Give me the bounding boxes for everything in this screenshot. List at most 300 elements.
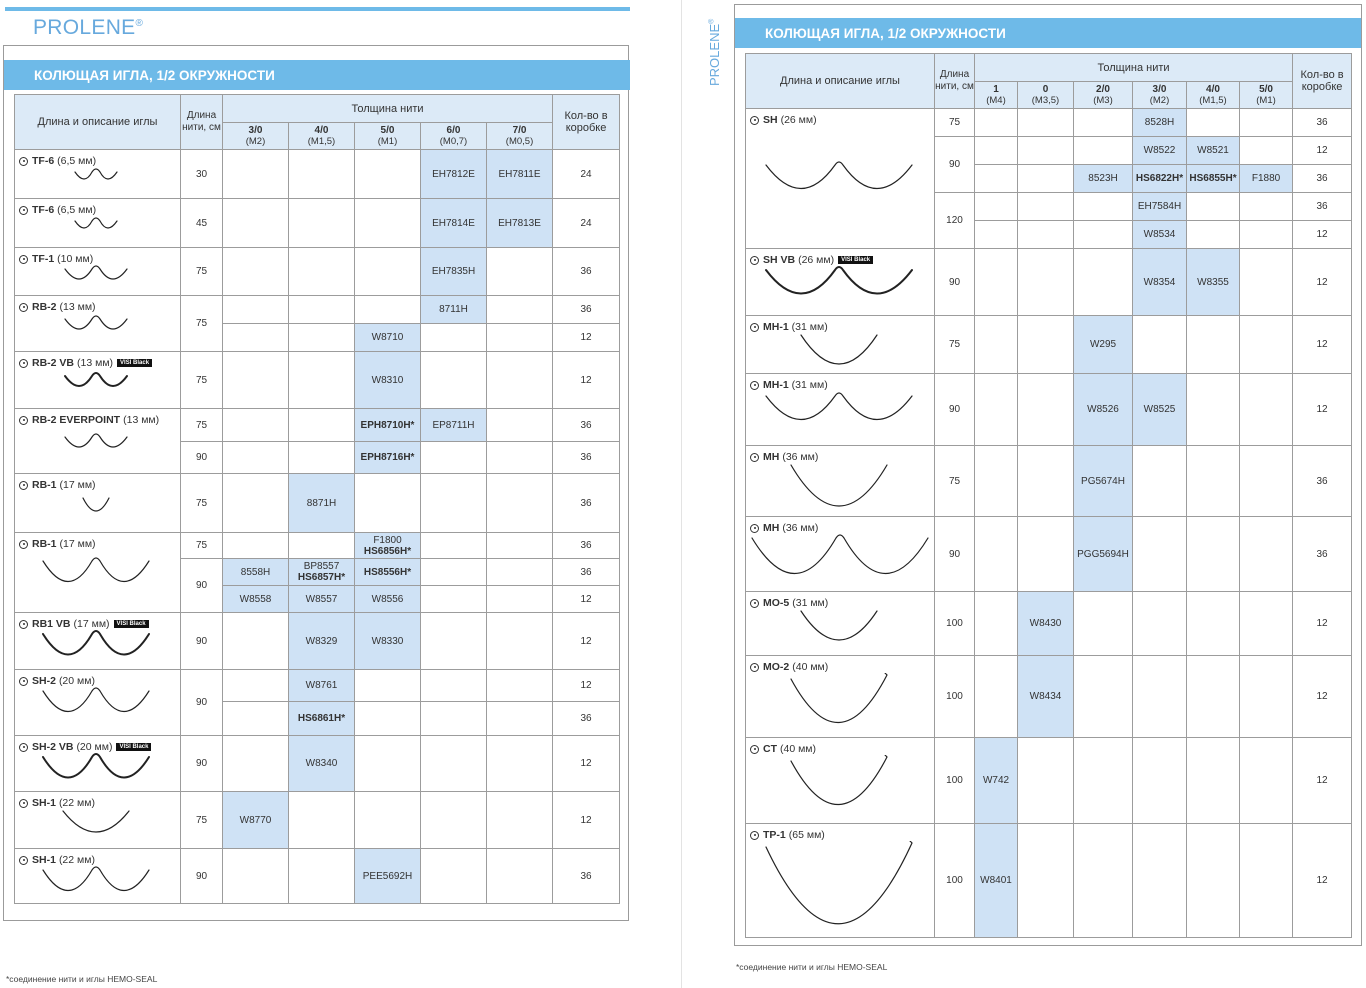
product-code-cell: [289, 199, 355, 248]
needle-description: [746, 656, 935, 738]
product-code-cell: [487, 409, 553, 442]
needle-size: (17 мм): [59, 538, 96, 550]
needle-size: (22 мм): [58, 797, 95, 809]
quantity-cell: 36: [1293, 193, 1352, 221]
quantity-cell: 12: [553, 324, 620, 352]
product-code-cell: [487, 792, 553, 849]
needle-size: (40 мм): [792, 661, 829, 673]
needle-description: [746, 374, 935, 446]
product-code-cell: [421, 613, 487, 670]
product-code-cell: EH7814E: [421, 199, 487, 248]
product-code-cell: [1074, 592, 1133, 656]
product-code-cell: [1074, 824, 1133, 938]
needle-code: MO-5: [763, 597, 790, 609]
brand-logo: PROLENE®: [33, 16, 144, 39]
needle-drawing: [764, 392, 918, 436]
product-code-cell: [487, 248, 553, 296]
product-code-cell: [1018, 446, 1074, 517]
product-code-cell: [1187, 738, 1240, 824]
product-code-cell: W742: [975, 738, 1018, 824]
product-code-cell: [487, 442, 553, 474]
footnote-right: *соединение нити и иглы HEMO-SEAL: [736, 962, 888, 972]
product-code-cell: [1240, 109, 1293, 137]
needle-size: (13 мм): [123, 414, 160, 426]
table-row: [746, 738, 1352, 824]
needle-size: (22 мм): [58, 854, 95, 866]
quantity-cell: 12: [1293, 221, 1352, 249]
product-code-cell: EH7584H: [1133, 193, 1187, 221]
thread-length-cell: 90: [935, 249, 975, 316]
product-code-cell: [975, 592, 1018, 656]
product-code-cell: W8355: [1187, 249, 1240, 316]
table-row: [746, 517, 1352, 592]
product-code-cell: [975, 656, 1018, 738]
table-row: [15, 409, 620, 442]
product-code-cell: [1133, 517, 1187, 592]
needle-point-icon: [750, 453, 759, 462]
gauge-header: 1 (М4): [975, 82, 1018, 109]
product-code-cell: [421, 474, 487, 533]
thread-length-cell: 90: [935, 374, 975, 446]
thread-length-cell: 100: [935, 824, 975, 938]
needle-description: [15, 792, 181, 849]
gauge-header: 0 (М3,5): [1018, 82, 1074, 109]
product-code-cell: [289, 792, 355, 849]
product-code-cell: [223, 670, 289, 702]
visi-black-badge: VISI Black: [116, 743, 151, 751]
needle-point-icon: [19, 856, 28, 865]
product-code-cell: [421, 792, 487, 849]
quantity-cell: 24: [553, 150, 620, 199]
thread-length-cell: 90: [181, 613, 223, 670]
thread-length-cell: 90: [181, 559, 223, 613]
product-code-cell: [289, 409, 355, 442]
product-code-cell: [421, 559, 487, 586]
product-code-cell: EPH8716H*: [355, 442, 421, 474]
needle-drawing: [799, 609, 883, 649]
table-row: [746, 592, 1352, 656]
product-code-cell: HS6822H*: [1133, 165, 1187, 193]
quantity-cell: 36: [553, 533, 620, 559]
needle-code: TF-1: [32, 253, 55, 265]
product-code-cell: [975, 193, 1018, 221]
footnote-left: *соединение нити и иглы HEMO-SEAL: [6, 974, 158, 984]
product-code-cell: W8534: [1133, 221, 1187, 249]
needle-drawing: [41, 557, 155, 597]
needle-code: RB-2: [32, 301, 57, 313]
thread-length-cell: 90: [935, 137, 975, 193]
page-separator: [681, 0, 682, 988]
quantity-cell: 36: [553, 442, 620, 474]
needle-description: [15, 199, 181, 248]
quantity-cell: 36: [1293, 165, 1352, 193]
quantity-cell: 12: [1293, 592, 1352, 656]
thread-length-cell: 75: [935, 446, 975, 517]
needle-code: MH-1: [763, 321, 789, 333]
table-row: [15, 736, 620, 792]
product-code-cell: [1018, 109, 1074, 137]
product-code-cell: [1187, 824, 1240, 938]
needle-description: [15, 736, 181, 792]
needle-code: MH-1: [763, 379, 789, 391]
needle-description: [15, 533, 181, 613]
product-code-cell: W8354: [1133, 249, 1187, 316]
product-code-cell: [223, 702, 289, 736]
product-code-cell: W8434: [1018, 656, 1074, 738]
product-code-cell: [1240, 193, 1293, 221]
needle-size: (13 мм): [59, 301, 96, 313]
product-code-cell: W8310: [355, 352, 421, 409]
table-row: [746, 374, 1352, 446]
needle-point-icon: [19, 255, 28, 264]
product-code-cell: [289, 442, 355, 474]
product-code-cell: W8525: [1133, 374, 1187, 446]
product-code-cell: [421, 352, 487, 409]
product-code-cell: [487, 474, 553, 533]
table-row: [15, 199, 620, 248]
product-code-cell: W8557: [289, 586, 355, 613]
needle-point-icon: [19, 677, 28, 686]
header-description: Длина и описание иглы: [15, 95, 181, 150]
needle-description: [15, 150, 181, 199]
product-code-cell: [1240, 656, 1293, 738]
thread-length-cell: 100: [935, 592, 975, 656]
needle-description: [746, 517, 935, 592]
thread-length-cell: 75: [935, 109, 975, 137]
product-code-cell: HS8556H*: [355, 559, 421, 586]
thread-length-cell: 90: [935, 517, 975, 592]
product-code-cell: [421, 670, 487, 702]
thread-length-cell: 75: [181, 409, 223, 442]
product-code-cell: [1018, 374, 1074, 446]
product-code-cell: [1074, 193, 1133, 221]
product-code-cell: [1187, 656, 1240, 738]
gauge-header: 5/0 (М1): [1240, 82, 1293, 109]
product-code-cell: [223, 324, 289, 352]
visi-black-badge: VISI Black: [117, 359, 152, 367]
product-code-cell: [1240, 221, 1293, 249]
needle-point-icon: [750, 663, 759, 672]
needle-description: [15, 248, 181, 296]
product-code-cell: [223, 296, 289, 324]
product-code-cell: PG5674H: [1074, 446, 1133, 517]
needle-point-icon: [19, 157, 28, 166]
needle-size: (17 мм): [59, 479, 96, 491]
needle-size: (20 мм): [58, 675, 95, 687]
product-code-cell: [1187, 221, 1240, 249]
thread-length-cell: 100: [935, 738, 975, 824]
product-code-cell: [487, 670, 553, 702]
product-code-cell: [1018, 137, 1074, 165]
needle-point-icon: [19, 540, 28, 549]
quantity-cell: 12: [553, 736, 620, 792]
needle-description: [746, 249, 935, 316]
product-code-cell: [1240, 824, 1293, 938]
product-code-cell: [289, 849, 355, 904]
table-row: [15, 533, 620, 559]
product-code-cell: [487, 849, 553, 904]
needle-point-icon: [750, 256, 759, 265]
thread-length-cell: 90: [181, 442, 223, 474]
product-code-cell: [289, 533, 355, 559]
needle-code: RB1 VB: [32, 618, 71, 630]
quantity-cell: 12: [553, 792, 620, 849]
product-code-cell: W8526: [1074, 374, 1133, 446]
thread-length-cell: 90: [181, 849, 223, 904]
product-code-cell: PGG5694H: [1074, 517, 1133, 592]
product-code-cell: BP8557 HS6857H*: [289, 559, 355, 586]
product-code-cell: [421, 324, 487, 352]
product-code-cell: EH7813E: [487, 199, 553, 248]
product-code-cell: [1133, 656, 1187, 738]
table-row: [15, 613, 620, 670]
table-row: [746, 109, 1352, 137]
product-code-cell: [1240, 592, 1293, 656]
quantity-cell: 12: [1293, 824, 1352, 938]
quantity-cell: 12: [553, 670, 620, 702]
product-code-cell: [355, 199, 421, 248]
product-code-cell: HS6861H*: [289, 702, 355, 736]
needle-point-icon: [19, 206, 28, 215]
header-quantity: Кол-во в коробке: [553, 95, 620, 150]
header-thickness: Толщина нити: [975, 54, 1293, 82]
product-code-cell: [975, 165, 1018, 193]
quantity-cell: 12: [1293, 656, 1352, 738]
product-code-cell: [1074, 221, 1133, 249]
product-code-cell: [487, 702, 553, 736]
quantity-cell: 12: [1293, 738, 1352, 824]
needle-size: (26 мм): [798, 254, 835, 266]
product-code-cell: [975, 517, 1018, 592]
product-code-cell: [421, 533, 487, 559]
product-code-cell: [1133, 592, 1187, 656]
needle-point-icon: [19, 620, 28, 629]
product-code-cell: [421, 442, 487, 474]
section-title-left: КОЛЮЩАЯ ИГЛА, 1/2 ОКРУЖНОСТИ: [4, 60, 630, 90]
product-code-cell: [289, 248, 355, 296]
product-code-cell: F1880: [1240, 165, 1293, 193]
needle-point-icon: [19, 481, 28, 490]
gauge-header: 3/0 (М2): [223, 123, 289, 150]
needle-drawing: [789, 463, 893, 515]
needle-point-icon: [19, 303, 28, 312]
table-row: [15, 352, 620, 409]
product-code-cell: W8329: [289, 613, 355, 670]
product-code-cell: [421, 586, 487, 613]
needle-description: [746, 824, 935, 938]
product-code-cell: [487, 736, 553, 792]
gauge-header: 5/0 (М1): [355, 123, 421, 150]
needle-description: [15, 613, 181, 670]
product-code-cell: [355, 670, 421, 702]
left-product-table: [14, 94, 620, 904]
product-code-cell: EP8711H: [421, 409, 487, 442]
needle-point-icon: [750, 323, 759, 332]
needle-description: [15, 296, 181, 352]
needle-description: [15, 849, 181, 904]
product-code-cell: W8761: [289, 670, 355, 702]
needle-code: SH-1: [32, 854, 56, 866]
header-thickness: Толщина нити: [223, 95, 553, 123]
product-code-cell: [289, 352, 355, 409]
table-row: [15, 296, 620, 324]
product-code-cell: [223, 248, 289, 296]
needle-drawing: [789, 755, 893, 815]
needle-point-icon: [750, 745, 759, 754]
product-code-cell: [355, 150, 421, 199]
product-code-cell: W8521: [1187, 137, 1240, 165]
product-code-cell: [1074, 137, 1133, 165]
quantity-cell: 12: [553, 613, 620, 670]
product-code-cell: [487, 613, 553, 670]
quantity-cell: 36: [553, 296, 620, 324]
product-code-cell: 8711H: [421, 296, 487, 324]
table-row: [15, 474, 620, 533]
product-code-cell: 8558H: [223, 559, 289, 586]
needle-size: (13 мм): [77, 357, 114, 369]
needle-point-icon: [19, 743, 28, 752]
product-code-cell: [289, 324, 355, 352]
quantity-cell: 36: [553, 849, 620, 904]
gauge-header: 4/0 (М1,5): [1187, 82, 1240, 109]
needle-code: TF-6: [32, 155, 55, 167]
needle-drawing: [764, 266, 918, 310]
needle-code: SH VB: [763, 254, 796, 266]
needle-drawing: [63, 315, 133, 341]
product-code-cell: [223, 442, 289, 474]
needle-drawing: [789, 673, 893, 733]
product-code-cell: W8330: [355, 613, 421, 670]
needle-size: (10 мм): [57, 253, 94, 265]
product-code-cell: [1240, 374, 1293, 446]
thread-length-cell: 75: [181, 474, 223, 533]
product-code-cell: F1800 HS6856H*: [355, 533, 421, 559]
header-length: Длина нити, см: [181, 95, 223, 150]
product-code-cell: [421, 736, 487, 792]
thread-length-cell: 30: [181, 150, 223, 199]
table-row: [746, 656, 1352, 738]
product-code-cell: EH7812E: [421, 150, 487, 199]
product-code-cell: W8710: [355, 324, 421, 352]
table-row: [746, 824, 1352, 938]
product-code-cell: [975, 137, 1018, 165]
product-code-cell: [975, 109, 1018, 137]
needle-drawing: [41, 866, 155, 904]
needle-point-icon: [750, 116, 759, 125]
product-code-cell: [355, 792, 421, 849]
product-code-cell: [1240, 249, 1293, 316]
product-code-cell: [289, 150, 355, 199]
product-code-cell: [487, 296, 553, 324]
product-code-cell: EH7835H: [421, 248, 487, 296]
product-code-cell: [1187, 517, 1240, 592]
quantity-cell: 36: [553, 248, 620, 296]
product-code-cell: [355, 296, 421, 324]
product-code-cell: [223, 736, 289, 792]
thread-length-cell: 75: [181, 792, 223, 849]
product-code-cell: [1133, 824, 1187, 938]
product-code-cell: [1187, 374, 1240, 446]
needle-code: RB-1: [32, 538, 57, 550]
visi-black-badge: VISI Black: [114, 620, 149, 628]
product-code-cell: W8430: [1018, 592, 1074, 656]
table-row: [15, 849, 620, 904]
product-code-cell: [1240, 738, 1293, 824]
needle-drawing: [41, 687, 155, 727]
product-code-cell: [355, 736, 421, 792]
product-code-cell: [1133, 316, 1187, 374]
product-code-cell: [1074, 109, 1133, 137]
needle-drawing: [61, 809, 135, 841]
needle-drawing: [63, 265, 133, 291]
needle-drawing: [750, 534, 934, 592]
product-code-cell: W8522: [1133, 137, 1187, 165]
needle-description: [15, 474, 181, 533]
product-code-cell: [289, 296, 355, 324]
product-code-cell: [223, 474, 289, 533]
thread-length-cell: 45: [181, 199, 223, 248]
needle-size: (26 мм): [780, 114, 817, 126]
product-code-cell: [355, 474, 421, 533]
right-product-table: [745, 53, 1352, 938]
thread-length-cell: 75: [181, 533, 223, 559]
needle-code: TF-6: [32, 204, 55, 216]
quantity-cell: 36: [553, 559, 620, 586]
product-code-cell: [1018, 165, 1074, 193]
needle-size: (31 мм): [792, 597, 829, 609]
product-code-cell: W295: [1074, 316, 1133, 374]
needle-description: [15, 670, 181, 736]
product-code-cell: [975, 316, 1018, 374]
needle-drawing: [81, 496, 115, 520]
quantity-cell: 12: [1293, 316, 1352, 374]
product-code-cell: [223, 409, 289, 442]
left-page-panel: [3, 45, 629, 921]
needle-drawing: [41, 753, 155, 792]
table-row: [15, 792, 620, 849]
table-row: [15, 670, 620, 702]
product-code-cell: [1187, 446, 1240, 517]
product-code-cell: [487, 533, 553, 559]
product-code-cell: [223, 533, 289, 559]
quantity-cell: 12: [1293, 374, 1352, 446]
product-code-cell: 8871H: [289, 474, 355, 533]
vertical-brand: PROLENE®: [707, 18, 722, 86]
thread-length-cell: 90: [181, 736, 223, 792]
needle-size: (17 мм): [73, 618, 110, 630]
gauge-header: 3/0 (М2): [1133, 82, 1187, 109]
product-code-cell: [1133, 446, 1187, 517]
needle-size: (31 мм): [791, 379, 828, 391]
product-code-cell: [1074, 738, 1133, 824]
gauge-header: 4/0 (М1,5): [289, 123, 355, 150]
product-code-cell: EPH8710H*: [355, 409, 421, 442]
product-code-cell: PEE5692H: [355, 849, 421, 904]
product-code-cell: W8556: [355, 586, 421, 613]
needle-code: SH-2 VB: [32, 741, 74, 753]
product-code-cell: [1187, 316, 1240, 374]
table-row: [746, 316, 1352, 374]
product-code-cell: [421, 849, 487, 904]
quantity-cell: 36: [1293, 517, 1352, 592]
quantity-cell: 12: [1293, 249, 1352, 316]
needle-point-icon: [19, 416, 28, 425]
needle-point-icon: [750, 524, 759, 533]
thread-length-cell: 75: [935, 316, 975, 374]
product-code-cell: [1018, 517, 1074, 592]
needle-drawing: [73, 217, 123, 239]
product-code-cell: W8558: [223, 586, 289, 613]
